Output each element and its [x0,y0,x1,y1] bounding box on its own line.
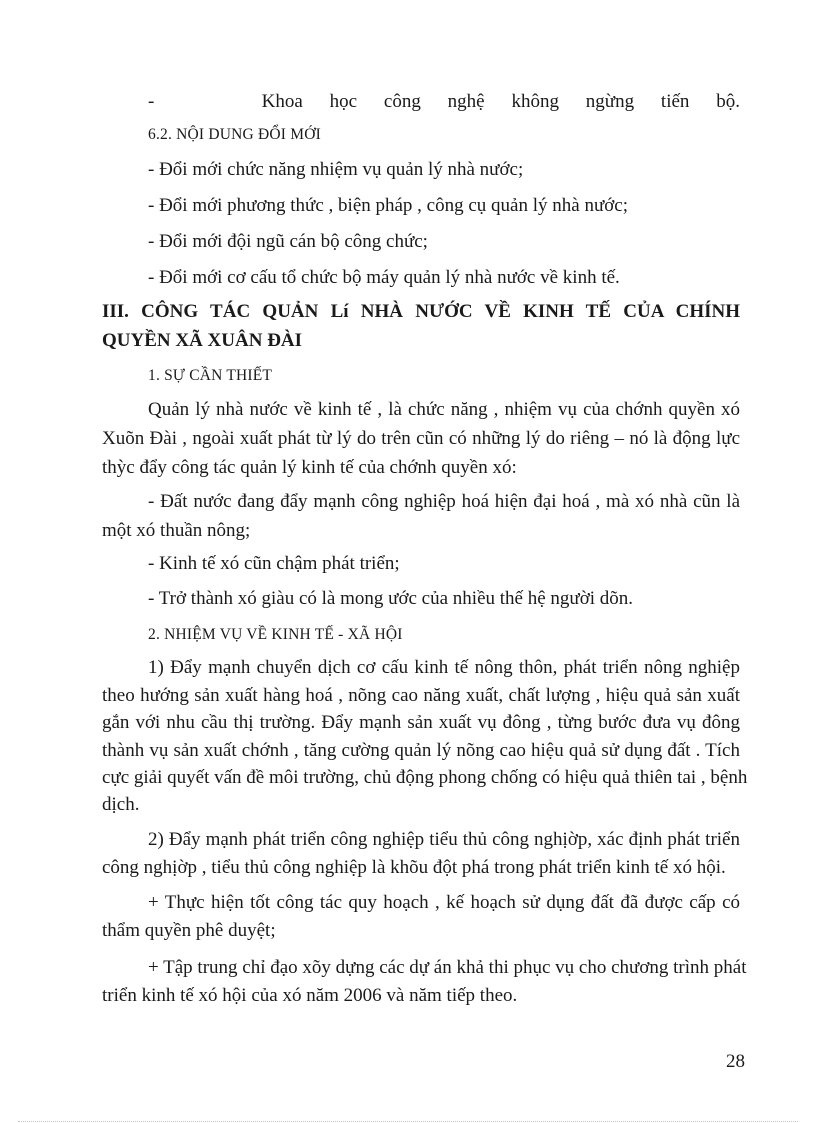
subsection-heading-necessity: 1. SỰ CẦN THIẾT [148,367,273,384]
list-item-method: - Đổi mới phương thức , biện pháp , công cụ quản lý nhà nước; [148,195,629,216]
paragraph-line: - Trở thành xó giàu có là mong ước của nhiều thế hệ người dõn. [148,588,634,609]
list-item-structure: - Đổi mới cơ cấu tổ chức bộ máy quản lý nhà nước về kinh tế. [148,267,620,288]
paragraph-line: theo hướng sản xuất hàng hoá , nõng cao năng xuất, chất lượng , hiệu quả sản xuất [102,685,740,706]
list-item-function: - Đổi mới chức năng nhiệm vụ quản lý nhà nước; [148,159,524,180]
page-number: 28 [726,1051,745,1072]
paragraph-line: cực giải quyết vấn đề môi trường, chủ động phong chống có hiệu quả thiên tai , bệnh [102,767,748,788]
paragraph-line: - Đất nước đang đẩy mạnh công nghiệp hoá hiện đại hoá , mà xó nhà cũn là [148,491,740,512]
chapter-heading-line-1: III. CÔNG TÁC QUẢN Lí NHÀ NƯỚC VỀ KINH TẾ CỦA CHÍNH [102,301,740,322]
paragraph-line: công nghịờp , tiểu thủ công nghiệp là khõu đột phá trong phát triển kinh tế xó hội. [102,857,726,878]
paragraph-line: 2) Đẩy mạnh phát triển công nghiệp tiểu thủ công nghịờp, xác định phát triển [148,829,740,850]
paragraph-line: một xó thuần nông; [102,520,251,541]
paragraph-line: thẩm quyền phê duyệt; [102,920,276,941]
chapter-heading-line-2: QUYỀN XÃ XUÂN ĐÀI [102,330,303,351]
paragraph-line: dịch. [102,794,140,815]
section-heading-6-2: 6.2. NỘI DUNG ĐỔI MỚI [148,126,321,143]
paragraph-line: 1) Đẩy mạnh chuyển dịch cơ cấu kinh tế nông thôn, phát triển nông nghiệp [148,657,740,678]
paragraph-line: + Tập trung chỉ đạo xõy dựng các dự án khả thi phục vụ cho chương trình phát [148,957,747,978]
paragraph-line: Quản lý nhà nước về kinh tế , là chức năng , nhiệm vụ của chớnh quyền xó [148,399,740,420]
paragraph-line: - Kinh tế xó cũn chậm phát triển; [148,553,400,574]
subsection-heading-tasks: 2. NHIỆM VỤ VỀ KINH TẾ - XÃ HỘI [148,626,403,643]
paragraph-line: + Thực hiện tốt công tác quy hoạch , kế hoạch sử dụng đất đã được cấp có [148,892,740,913]
list-item-staff: - Đổi mới đội ngũ cán bộ công chức; [148,231,428,252]
bullet-science-tech: - Khoa học công nghệ không ngừng tiến bộ. [148,91,740,112]
paragraph-line: Xuõn Đài , ngoài xuất phát từ lý do trên cũn có những lý do riêng – nó là động lực [102,428,740,449]
paragraph-line: thành vụ sản xuất chớnh , tăng cường quản lý nõng cao hiệu quả sử dụng đất . Tích [102,740,740,761]
page-bottom-border [18,1121,798,1122]
paragraph-line: thỳc đẩy công tác quản lý kinh tế của chớnh quyền xó: [102,457,517,478]
paragraph-line: gắn với nhu cầu thị trường. Đẩy mạnh sản xuất vụ đông , từng bước đưa vụ đông [102,712,740,733]
paragraph-line: triển kinh tế xó hội của xó năm 2006 và năm tiếp theo. [102,985,518,1006]
